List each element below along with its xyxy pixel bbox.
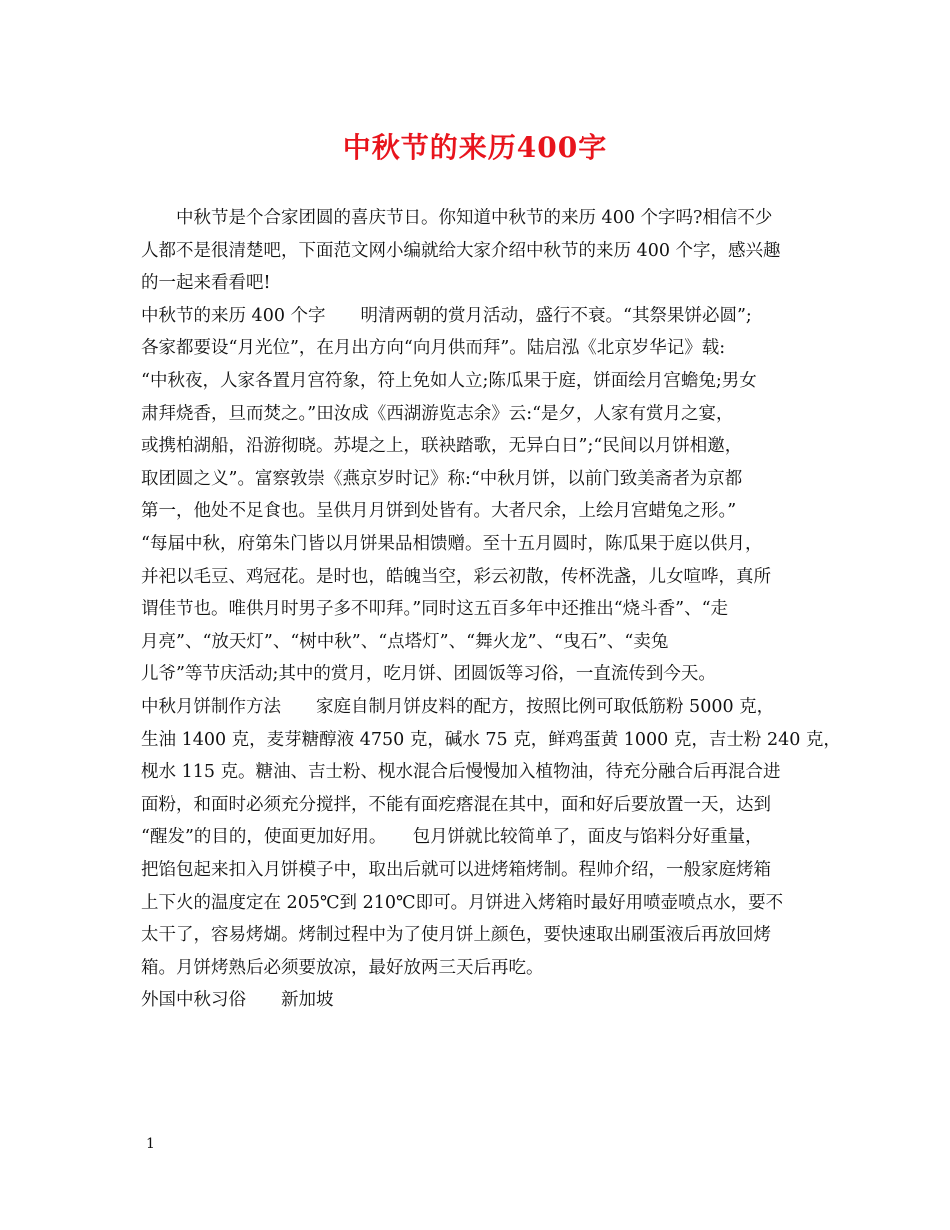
document-title: 中秋节的来历400字 — [342, 131, 608, 164]
body-text-line: 中秋节的来历 400 个字 明清两朝的赏月活动，盛行不衰。“其祭果饼必圆”; — [141, 305, 752, 326]
body-text-line: 枧水 115 克。糖油、吉士粉、枧水混合后慢慢加入植物油，待充分融合后再混合进 — [141, 762, 781, 783]
body-text-line: 生油 1400 克，麦芽糖醇液 4750 克，碱水 75 克，鲜鸡蛋黄 1000 克，吉士粉 240 克， — [141, 729, 841, 750]
body-text-line: “每届中秋，府第朱门皆以月饼果品相馈赠。至十五月圆时，陈瓜果于庭以供月， — [141, 534, 763, 554]
body-text-line: 面粉，和面时必须充分搅拌，不能有面疙瘩混在其中，面和好后要放置一天，达到 — [141, 794, 771, 815]
body-text-line: 月亮”、“放天灯”、“树中秋”、“点塔灯”、“舞火龙”、“曳石”、“卖兔 — [141, 631, 669, 652]
body-text-line: 太干了，容易烤煳。烤制过程中为了使月饼上颜色，要快速取出刷蛋液后再放回烤 — [141, 925, 771, 946]
body-text-line: 人都不是很清楚吧，下面范文网小编就给大家介绍中秋节的来历 400 个字，感兴趣 — [141, 240, 781, 261]
body-text-line: 上下火的温度定在 205℃到 210℃即可。月饼进入烤箱时最好用喷壶喷点水，要不 — [141, 892, 784, 913]
body-text-line: 或携柏湖船，沿游彻晓。苏堤之上，联袂踏歌，无异白日”;“民间以月饼相邀， — [141, 436, 743, 457]
page-number: 1 — [146, 1136, 155, 1152]
body-text-line: 并祀以毛豆、鸡冠花。是时也，皓魄当空，彩云初散，传杯洗盏，儿女喧哗，真所 — [141, 566, 771, 587]
body-text-line: 箱。月饼烤熟后必须要放凉，最好放两三天后再吃。 — [141, 957, 544, 978]
body-text-line: “中秋夜，人家各置月宫符象，符上免如人立;陈瓜果于庭，饼面绘月宫蟾兔;男女 — [141, 371, 757, 391]
body-text-line: 中秋月饼制作方法 家庭自制月饼皮料的配方，按照比例可取低筋粉 5000 克， — [141, 697, 775, 717]
body-text-line: 儿爷”等节庆活动;其中的赏月，吃月饼、团圆饭等习俗，一直流传到今天。 — [141, 664, 716, 685]
body-text-line: 取团圆之义”。富察敦崇《燕京岁时记》称:“中秋月饼，以前门致美斋者为京都 — [141, 468, 743, 489]
body-text-line: 中秋节是个合家团圆的喜庆节日。你知道中秋节的来历 400 个字吗?相信不少 — [141, 208, 773, 228]
body-text-line: 肃拜烧香，旦而焚之。”田汝成《西湖游览志余》云:“是夕，人家有赏月之宴， — [141, 403, 734, 424]
body-text-line: 外国中秋习俗 新加坡 — [141, 990, 334, 1011]
body-text-line: 的一起来看看吧! — [141, 273, 271, 294]
body-text-line: “醒发”的目的，使面更加好用。 包月饼就比较简单了，面皮与馅料分好重量， — [141, 827, 763, 848]
body-text-line: 谓佳节也。唯供月时男子多不叩拜。”同时这五百多年中还推出“烧斗香”、“走 — [141, 599, 729, 620]
body-text-line: 把馅包起来扣入月饼模子中，取出后就可以进烤箱烤制。程帅介绍，一般家庭烤箱 — [141, 860, 771, 880]
body-text-line: 第一，他处不足食也。呈供月月饼到处皆有。大者尺余，上绘月宫蜡兔之形。” — [141, 501, 737, 522]
body-text-line: 各家都要设“月光位”，在月出方向“向月供而拜”。陆启泓《北京岁华记》载: — [141, 338, 726, 359]
